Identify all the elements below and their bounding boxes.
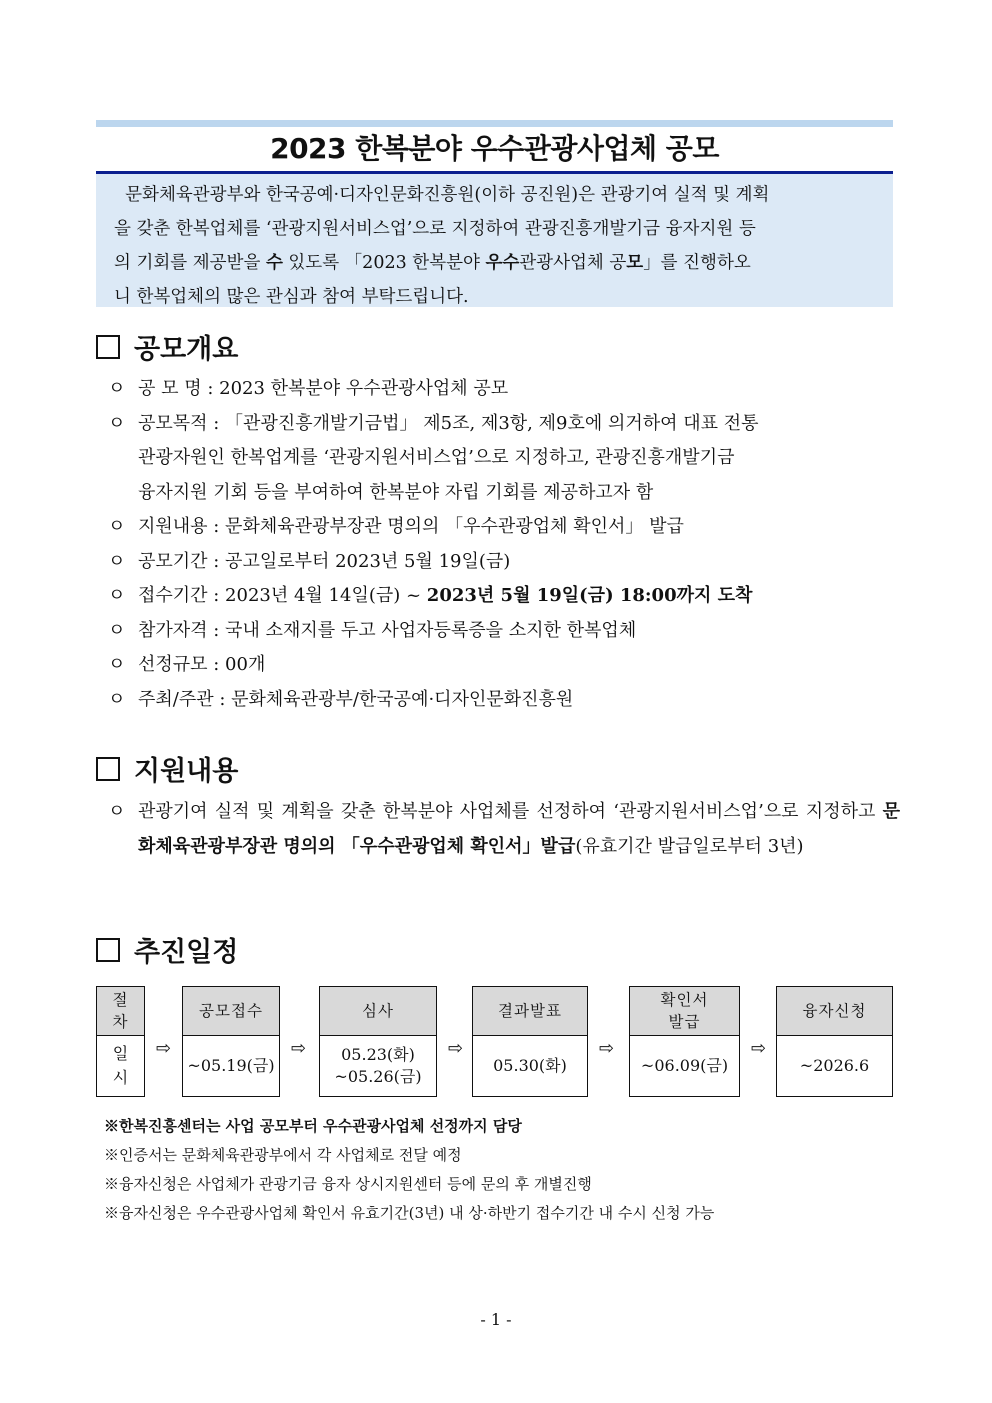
note-item: ※인증서는 문화체육관광부에서 각 사업체로 전달 예정 [104, 1146, 462, 1164]
section-schedule-heading: 추진일정 [96, 933, 238, 973]
step-name-cell: 확인서 발급 [629, 986, 740, 1036]
section-overview-heading: 공모개요 [96, 330, 238, 370]
step-date-cell: 05.23(화) ~05.26(금) [319, 1035, 437, 1097]
title-block [96, 120, 893, 174]
list-item: ㅇ 지원내용 : 문화체육관광부장관 명의의 「우수관광업체 확인서」 발급 [108, 516, 684, 537]
step-date-cell: 05.30(화) [472, 1035, 588, 1097]
step-name-cell: 융자신청 [776, 986, 893, 1036]
row-label-step: 절 차 [96, 986, 145, 1036]
section-support-heading: 지원내용 [96, 752, 238, 792]
intro-box [96, 174, 893, 307]
list-item: ㅇ 관광기여 실적 및 계획을 갖춘 한복분야 사업체를 선정하여 ‘관광지원서비스업’으로 지정하고 문화체육관광부장관 명의의 「우수관광업체 확인서」발급(유효기간 발급일로부터 3년) [108, 801, 900, 857]
intro-line-1: 문화체육관광부와 한국공예·디자인문화진흥원(이하 공진원)은 관광기여 실적 및 계획 [125, 185, 770, 205]
list-item: ㅇ 공모기간 : 공고일로부터 2023년 5월 19일(금) [108, 550, 511, 572]
overview-list [108, 372, 900, 717]
step-name-cell: 공모접수 [182, 986, 280, 1036]
step-date-cell: ~2026.6 [776, 1035, 893, 1097]
support-list [108, 795, 900, 864]
checkbox-square-icon [96, 335, 120, 359]
intro-line-4: 니 한복업체의 많은 관심과 참여 부탁드립니다. [114, 287, 469, 307]
step-name-cell: 심사 [319, 986, 437, 1036]
step-date-cell: ~05.19(금) [182, 1035, 280, 1097]
list-item: ㅇ 공모목적 : 「관광진흥개발기금법」 제5조, 제3항, 제9호에 의거하여 대표 전통 관광자원인 한복업계를 ‘관광지원서비스업’으로 지정하고, 관광진흥개발기금 융자지원 기회 등을 부여하여 한복분야 자립 기회를 제공하고자 함 [108, 412, 759, 503]
note-item: ※융자신청은 우수관광사업체 확인서 유효기간(3년) 내 상·하반기 접수기간 내 수시 신청 가능 [104, 1204, 715, 1222]
intro-line-2: 을 갖춘 한복업체를 ‘관광지원서비스업’으로 지정하여 관광진흥개발기금 융자지원 등 [114, 219, 756, 239]
step-date-cell: ~06.09(금) [629, 1035, 740, 1097]
list-item: ㅇ 참가자격 : 국내 소재지를 두고 사업자등록증을 소지한 한복업체 [108, 619, 637, 641]
arrow-right-icon: ⇨ [156, 1038, 172, 1059]
list-item: ㅇ 접수기간 : 2023년 4월 14일(금) ~ 2023년 5월 19일(금) 18:00까지 도착 [108, 585, 753, 606]
step-name-cell: 결과발표 [472, 986, 588, 1036]
list-item: ㅇ 주최/주관 : 문화체육관광부/한국공예·디자인문화진흥원 [108, 688, 574, 710]
checkbox-square-icon [96, 938, 120, 962]
schedule-flow [96, 986, 896, 1098]
checkbox-square-icon [96, 757, 120, 781]
arrow-right-icon: ⇨ [291, 1038, 307, 1059]
title-top-bar [96, 120, 893, 127]
list-item: ㅇ 공 모 명 : 2023 한복분야 우수관광사업체 공모 [108, 378, 509, 399]
list-item: ㅇ 선정규모 : 00개 [108, 654, 266, 675]
page-title: 2023 한복분야 우수관광사업체 공모 [270, 132, 719, 165]
note-item: ※한복진흥센터는 사업 공모부터 우수관광사업체 선정까지 담당 [104, 1117, 522, 1135]
notes [104, 1112, 714, 1228]
arrow-right-icon: ⇨ [751, 1038, 767, 1059]
arrow-right-icon: ⇨ [599, 1038, 615, 1059]
intro-line-3: 의 기회를 제공받을 수 있도록 「2023 한복분야 우수관광사업체 공모」를 진행하오 [114, 253, 751, 273]
row-label-date: 일 시 [96, 1035, 145, 1097]
note-item: ※융자신청은 사업체가 관광기금 융자 상시지원센터 등에 문의 후 개별진행 [104, 1175, 592, 1193]
arrow-right-icon: ⇨ [448, 1038, 464, 1059]
page-number: - 1 - [480, 1310, 512, 1329]
